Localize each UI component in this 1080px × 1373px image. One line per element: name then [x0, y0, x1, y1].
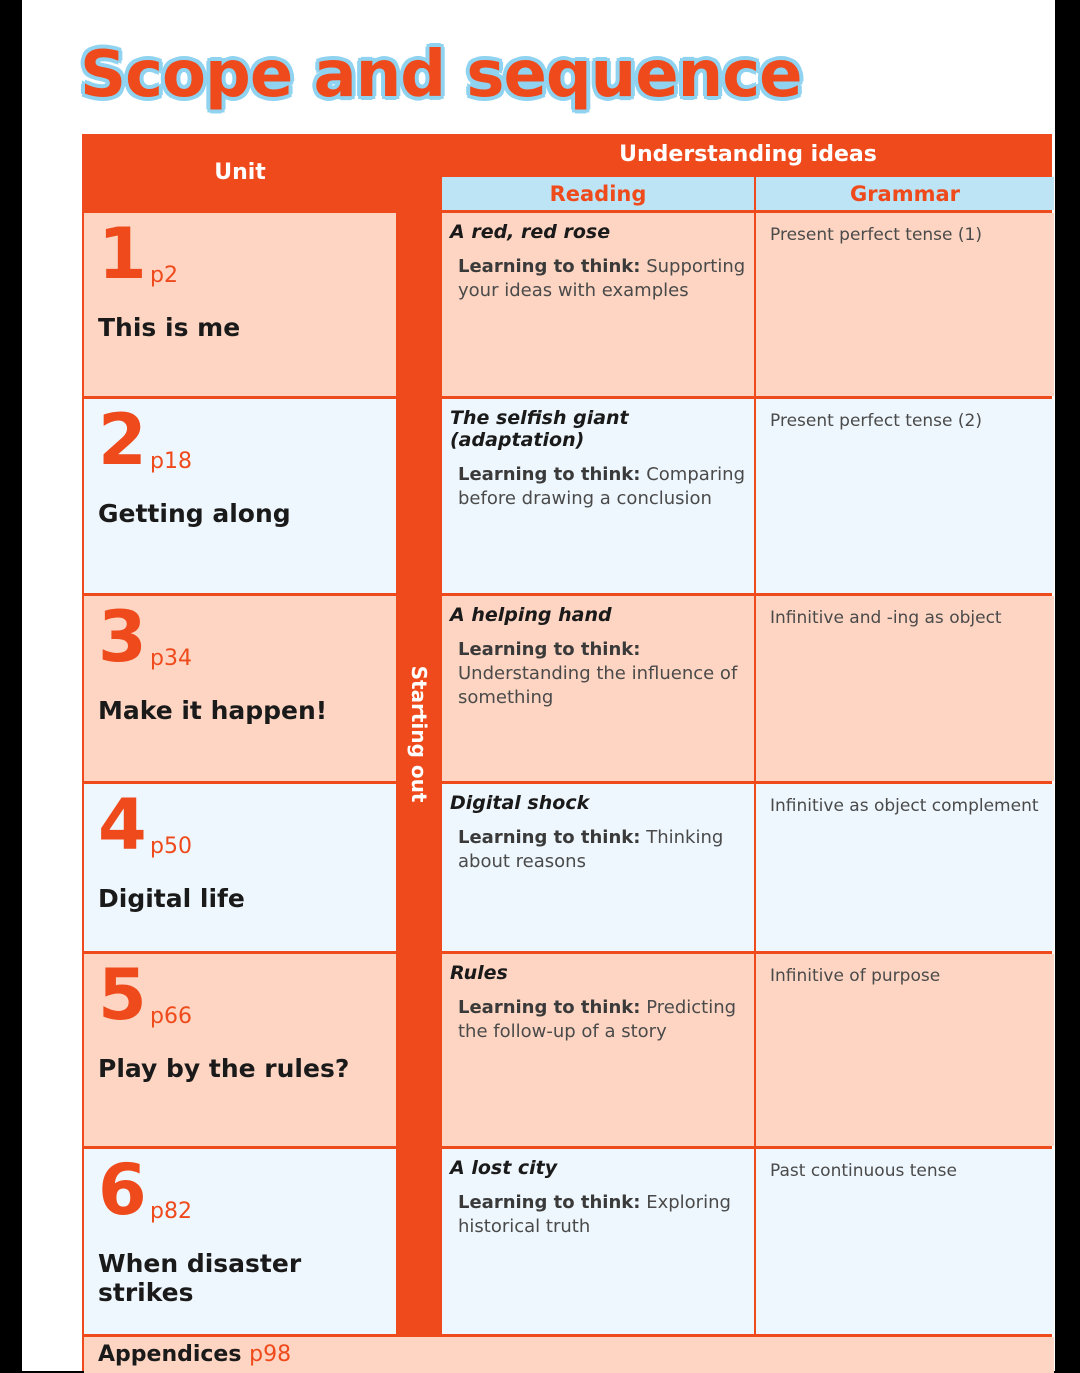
unit-cell [84, 954, 396, 1146]
appendices-row [84, 1337, 1054, 1373]
unit-page: p82 [150, 1199, 192, 1224]
grammar-header: Grammar [756, 177, 1054, 210]
unit-number: 5 [98, 954, 147, 1036]
unit-cell [84, 399, 396, 593]
unit-cell [84, 213, 396, 396]
unit-page: p66 [150, 1004, 192, 1029]
unit-cell [84, 596, 396, 781]
unit-header: Unit [214, 159, 266, 185]
grammar-cell: Present perfect tense (1) [756, 213, 1054, 396]
reading-title: Rules [450, 962, 508, 984]
ltt-label: Learning to think: [458, 997, 641, 1018]
ltt-text: Supporting your ideas with examples [458, 256, 746, 301]
reading-cell [442, 399, 754, 593]
unit-number: 2 [98, 399, 147, 481]
grammar-cell: Infinitive and -ing as object [756, 596, 1054, 781]
learning-to-think [458, 255, 746, 303]
page [22, 0, 1055, 1371]
unit-number: 6 [98, 1149, 147, 1231]
ltt-label: Learning to think: [458, 256, 641, 277]
starting-out-column [398, 134, 440, 1334]
unit-name: This is me [98, 313, 241, 342]
appendices-label: Appendices [98, 1342, 242, 1367]
learning-to-think [458, 1191, 746, 1239]
appendices-page: p98 [249, 1342, 292, 1367]
grammar-cell: Present perfect tense (2) [756, 399, 1054, 593]
unit-name: When disaster strikes [98, 1249, 302, 1307]
learning-to-think [458, 463, 746, 511]
unit-page: p34 [150, 646, 192, 671]
unit-page: p2 [150, 263, 178, 288]
unit-page: p50 [150, 834, 192, 859]
ltt-text: Predicting the follow-up of a story [458, 997, 737, 1042]
grammar-cell: Infinitive as object complement [756, 784, 1054, 951]
unit-number: 1 [98, 213, 147, 295]
unit-name: Digital life [98, 884, 245, 913]
scope-table [82, 134, 1052, 1371]
unit-number: 3 [98, 596, 147, 678]
unit-name: Make it happen! [98, 696, 328, 725]
reading-cell [442, 213, 754, 396]
unit-page: p18 [150, 449, 192, 474]
unit-cell [84, 1149, 396, 1334]
ltt-text: Comparing before drawing a conclusion [458, 464, 746, 509]
reading-title: The selfish giant (adaptation) [450, 407, 629, 451]
reading-title: A red, red rose [450, 221, 611, 243]
reading-title: A helping hand [450, 604, 612, 626]
reading-title: A lost city [450, 1157, 558, 1179]
grammar-cell: Past continuous tense [756, 1149, 1054, 1334]
learning-to-think [458, 826, 746, 874]
reading-header: Reading [442, 177, 754, 210]
reading-cell [442, 596, 754, 781]
starting-out-label: Starting out [407, 665, 431, 803]
reading-title: Digital shock [450, 792, 590, 814]
understanding-ideas-header: Understanding ideas [619, 141, 877, 167]
ltt-label: Learning to think: [458, 1192, 641, 1213]
unit-name: Getting along [98, 499, 291, 528]
learning-to-think [458, 996, 746, 1044]
ltt-text: Exploring historical truth [458, 1192, 731, 1237]
unit-name: Play by the rules? [98, 1054, 350, 1083]
grammar-cell: Infinitive of purpose [756, 954, 1054, 1146]
reading-cell [442, 954, 754, 1146]
ltt-text: Thinking about reasons [458, 827, 724, 872]
reading-cell [442, 784, 754, 951]
unit-cell [84, 784, 396, 951]
reading-cell [442, 1149, 754, 1334]
unit-number: 4 [98, 784, 147, 866]
ltt-text: Understanding the influence of something [458, 663, 738, 708]
learning-to-think [458, 638, 746, 710]
ltt-label: Learning to think: [458, 827, 641, 848]
ltt-label: Learning to think: [458, 464, 641, 485]
page-title: Scope and sequence [80, 38, 802, 112]
ltt-label: Learning to think: [458, 639, 641, 660]
